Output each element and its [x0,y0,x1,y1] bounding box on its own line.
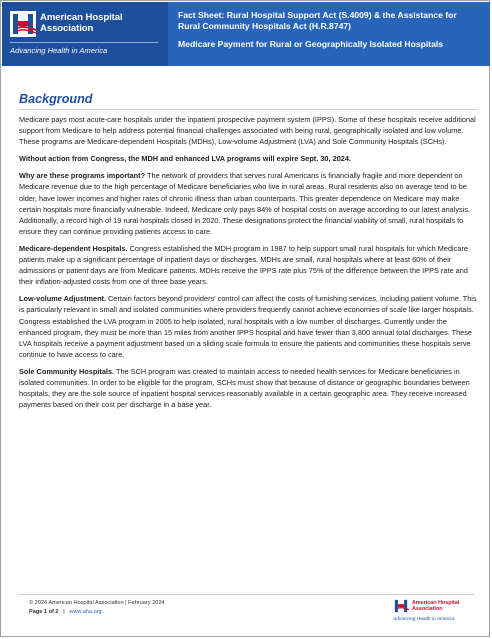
aha-logo-icon [10,11,36,37]
org-tagline: Advancing Health in America [10,46,108,55]
why-text: The network of providers that serves rural Americans is financially fragile and more dependent on Medicare revenue due to the high percentage of Medicare beneficiaries who live in rural areas. Rural residents also on average tend to be older, have lower incomes and higher rates of chronic illness than urban counterparts. This greater dependence on Medicare may make certain hospitals more financially vulnerable. Indeed, Medicare only pays 84% of hospital costs on average according to our latest analysis. Additionally, a record high of 19 rural hospitals closed in 2020. These designations protect the financial viability of small, rural hospitals to ensure they can continue providing patients access to care. [19,171,471,236]
footer-logo [393,598,460,622]
mdh-lead: Medicare-dependent Hospitals. [19,243,128,253]
mdh-text: Congress established the MDH program in 1987 to help support small rural hospitals for which Medicare patients make up a significant percentage of inpatient days or discharges. MDHs are small, rural hospitals where at least 60% of their admissions or patient days are from Medicare patients. MDHs receive the IPPS rate plus 75% of the difference between the IPPS rate and their inflation-adjusted costs from one of three base years. [19,243,468,287]
header-band [2,2,490,66]
fact-sheet-title: Fact Sheet: Rural Hospital Support Act (S.4009) & the Assistance for Rural Community Hospitals Act (H.R.8747) [178,10,457,31]
aha-logo-small-icon [393,598,409,614]
footer-org-name: American Hospital Association [412,600,460,612]
title-block [168,2,490,66]
brand-block [2,2,168,66]
fact-sheet-subtitle: Medicare Payment for Rural or Geographically Isolated Hospitals [178,39,444,49]
sch-lead: Sole Community Hospitals. [19,366,115,376]
lva-lead: Low-volume Adjustment. [19,294,107,304]
org-name: American Hospital Association [40,12,123,34]
page-number: Page 1 of 2 [29,609,59,615]
lva-text: Certain factors beyond providers' control can affect the costs of furnishing services, including patient volume. This is particularly relevant in small and isolated communities where providers frequently cannot achieve economies of scale like larger hospitals. Congress established the LVA program in 2005 to help isolated, rural hospitals with a low number of discharges. Currently under the enhanced program, they must be more than 15 miles from another IPPS hospital and have fewer than 3,800 annual total discharges. These LVA hospitals receive a payment adjustment based on a sliding scale formula to ensure the patients and communities these hospitals serve continue to have access to care. [19,294,477,359]
section-heading: Background [19,91,477,110]
footer-tagline: Advancing Health in America [393,617,455,622]
footer-separator: | [58,609,70,615]
why-lead: Why are these programs important? [19,171,146,181]
website-link[interactable]: www.aha.org [69,609,102,615]
sch-text: The SCH program was created to maintain access to needed health services for Medicare beneficiaries in isolated communities. In order to be eligible for the program, SCHs must show that because of distance or geographic boundaries between hospitals, they are the sole source of inpatient hospital services reasonably available in a certain geographic area. They receive increased payments based on their cost per discharge in a base year. [19,366,470,410]
footer-info [29,599,165,617]
intro-paragraph: Medicare pays most acute-care hospitals under the inpatient prospective payment system (IPPS). Some of these hospitals receive additional support from Medicare to help address potential financial challenges associated with being rural, geographically isolated and low volume. These programs are Medicare-dependent Hospitals (MDHs), Low-volume Adjustment (LVA) and Sole Community Hospitals (SCHs). [19,115,476,147]
footer-copyright: © 2024 American Hospital Association | February 2024 [29,600,165,606]
mdh-paragraph [19,243,477,287]
why-paragraph [19,170,477,237]
footer-rule [19,594,475,595]
main-content [19,91,477,416]
sch-paragraph [19,366,477,410]
footer-page-line [29,608,165,617]
expiration-callout: Without action from Congress, the MDH and enhanced LVA programs will expire Sept. 30, 2024. [19,154,351,164]
lva-paragraph [19,293,477,360]
aha-logo [10,11,168,37]
tagline-rule [10,42,158,43]
